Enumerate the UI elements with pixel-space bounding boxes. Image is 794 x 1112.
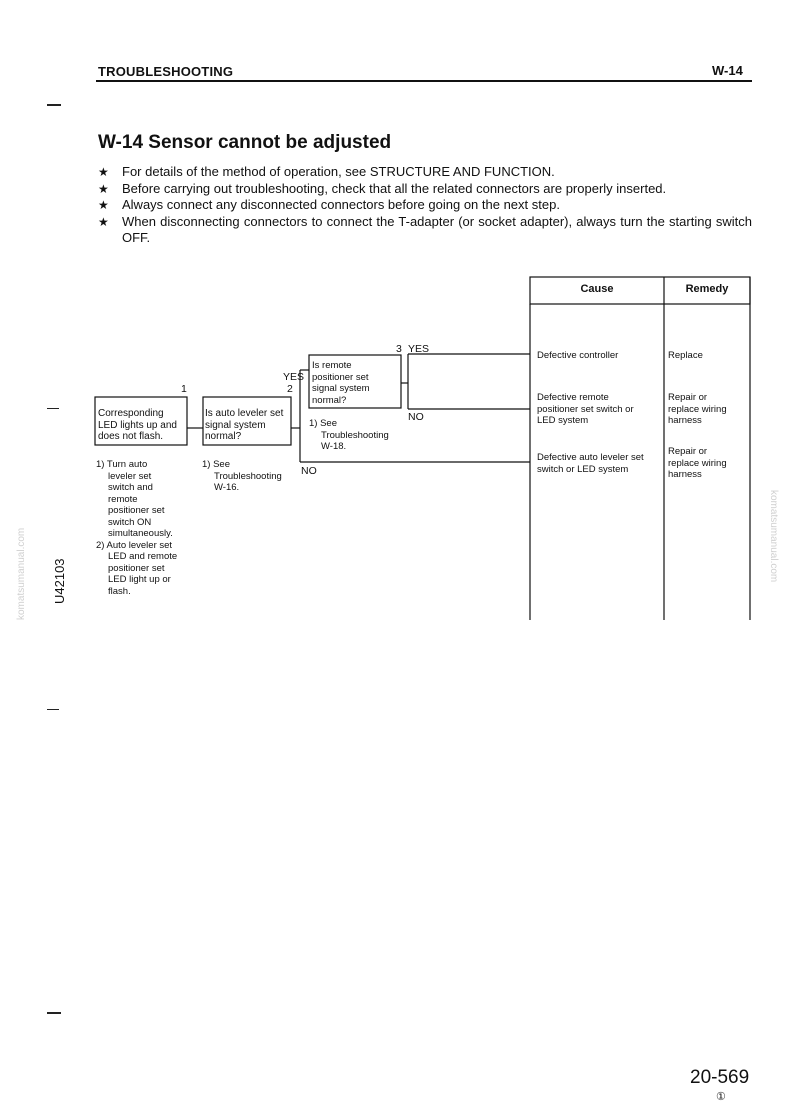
cause-line: LED system: [537, 415, 589, 426]
result-cause-1: [537, 350, 661, 362]
result-cause-2: [537, 392, 661, 427]
cause-line: Defective controller: [537, 350, 619, 361]
remedy-line: replace wiring: [668, 457, 727, 469]
header-section: TROUBLESHOOTING: [98, 64, 234, 79]
remedy-header: Remedy: [685, 283, 729, 295]
note-line: switch and: [108, 482, 153, 493]
cause-header: Cause: [580, 283, 614, 295]
binding-mark: [47, 408, 59, 409]
binding-mark: [47, 1012, 61, 1014]
result-remedy-2: [668, 392, 748, 427]
binding-mark: [47, 104, 61, 106]
remedy-line: Replace: [668, 350, 703, 361]
star-icon: ★: [98, 165, 109, 179]
result-cause-3: [537, 452, 661, 475]
note-text: Always connect any disconnected connectors before going on the next step.: [122, 197, 560, 212]
result-remedy-1: [668, 350, 748, 362]
step3-note: [309, 418, 409, 453]
star-icon: ★: [98, 214, 109, 229]
note-line: W-16.: [214, 482, 240, 493]
cause-line: Defective auto leveler set: [537, 452, 644, 463]
binding-mark: [47, 709, 59, 710]
note-line: 1) See: [202, 459, 230, 470]
step1-note: [96, 459, 206, 597]
step3-line: Is remote: [312, 360, 352, 371]
note-line: leveler set: [108, 470, 152, 482]
step2-note: [202, 459, 302, 494]
step2-yes-label: YES: [283, 371, 305, 383]
remedy-line: harness: [668, 469, 702, 480]
note-line: positioner set: [108, 505, 165, 516]
watermark-left: komatsumanual.com: [16, 527, 27, 620]
header-code: W-14: [712, 63, 743, 78]
note-line: simultaneously.: [108, 528, 173, 539]
note-line: 2) Auto leveler set: [96, 539, 173, 551]
step1-line: Corresponding: [98, 408, 164, 419]
cause-line: switch or LED system: [537, 463, 629, 475]
step3-line: normal?: [312, 394, 347, 406]
star-icon: ★: [98, 198, 109, 212]
note-line: remote: [108, 493, 138, 505]
note-line: switch ON: [108, 516, 152, 528]
note-line: W-18.: [321, 441, 347, 452]
note-text: Before carrying out troubleshooting, check that all the related connectors are properly inserted.: [122, 180, 667, 196]
step2-line: normal?: [205, 431, 242, 442]
remedy-line: Repair or: [668, 392, 708, 403]
note-line: Troubleshooting: [214, 470, 282, 482]
step1-number: 1: [181, 383, 187, 395]
step2-number: 2: [287, 383, 293, 395]
step3-line: positioner set: [312, 371, 369, 383]
page-number: 20-569: [690, 1067, 750, 1088]
step3-yes-label: YES: [408, 343, 430, 355]
step2-text: [205, 408, 293, 443]
step3-text: [312, 360, 402, 406]
note-line: positioner set: [108, 562, 165, 574]
cause-line: Defective remote: [537, 392, 609, 403]
step2-line: signal system: [205, 419, 266, 431]
note-line: Troubleshooting: [321, 429, 389, 441]
side-code: U42103: [52, 558, 67, 604]
note-line: flash.: [108, 585, 131, 597]
step1-text: [98, 408, 188, 443]
cause-line: positioner set switch or: [537, 403, 634, 415]
note-text: When disconnecting connectors to connect the T-adapter (or socket adapter), always turn the starting switch OFF.: [122, 213, 752, 245]
step3-number: 3: [396, 343, 402, 355]
step3-no-label: NO: [408, 411, 424, 423]
result-remedy-3: [668, 446, 748, 481]
step2-line: Is auto leveler set: [205, 408, 284, 419]
watermark-right: komatsumanual.com: [768, 490, 779, 583]
step1-line: does not flash.: [98, 431, 164, 442]
note-line: LED and remote: [108, 551, 178, 562]
note-line: LED light up or: [108, 574, 171, 585]
star-icon: ★: [98, 181, 109, 196]
remedy-line: replace wiring: [668, 403, 727, 415]
note-line: 1) See: [309, 418, 337, 429]
note-text: For details of the method of operation, see STRUCTURE AND FUNCTION.: [122, 164, 555, 179]
step2-no-label: NO: [301, 465, 317, 477]
note-line: 1) Turn auto: [96, 459, 148, 470]
remedy-line: harness: [668, 415, 702, 426]
step3-line: signal system: [312, 383, 370, 394]
page-title: W-14 Sensor cannot be adjusted: [98, 132, 392, 153]
step1-line: LED lights up and: [98, 419, 177, 431]
remedy-line: Repair or: [668, 446, 708, 457]
revision-mark: ①: [716, 1091, 726, 1103]
